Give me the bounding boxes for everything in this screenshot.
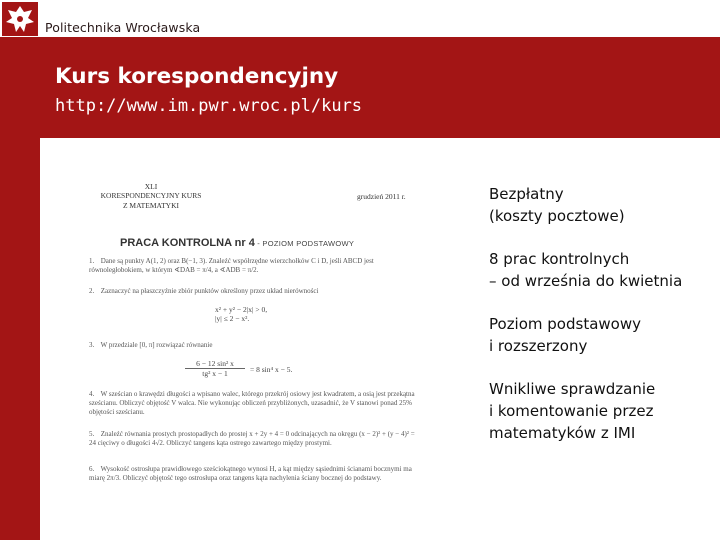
task-text: Dane są punkty A(1, 2) oraz B(−1, 3). Znaleźć współrzędne wierzchołków C i D, jeśli ABCD jest równoległobokiem, w którym ∢DAB = π/4, a ∢ADB = π/2. xyxy=(89,257,374,274)
feature-item xyxy=(489,378,655,444)
task-item xyxy=(89,257,419,275)
course-url: http://www.im.pwr.wroc.pl/kurs xyxy=(55,96,363,116)
task-number: 1. xyxy=(89,257,95,265)
feature-line: Bezpłatny xyxy=(489,185,564,203)
university-name: Politechnika Wrocławska xyxy=(45,20,201,35)
feature-line: matematyków z IMI xyxy=(489,424,636,442)
inequality-line: |y| ≤ 2 − x². xyxy=(215,314,250,324)
inequality-line: x² + y² − 2|x| > 0, xyxy=(215,305,268,314)
task-item xyxy=(89,341,419,350)
document-date: grudzień 2011 r. xyxy=(357,192,406,201)
equation-rhs: = 8 sin⁴ x − 5. xyxy=(250,365,293,374)
task-number: 2. xyxy=(89,287,95,295)
page-title: Kurs korespondencyjny xyxy=(55,64,339,89)
task-number: 3. xyxy=(89,341,95,349)
task-number: 6. xyxy=(89,465,95,473)
document-header-line: Z MATEMATYKI xyxy=(122,200,180,210)
document-scan xyxy=(75,175,430,495)
feature-line: i komentowanie przez xyxy=(489,402,654,420)
task-item xyxy=(89,465,419,483)
task-number: 5. xyxy=(89,430,95,438)
task-text: Wysokość ostrosłupa prawidłowego sześciokątnego wynosi H, a kąt między sąsiednimi ścianami bocznymi ma miarę 2π/3. Obliczyć objętość tego ostrosłupa oraz tangens kąta nachylenia ściany bocznej do podstawy. xyxy=(89,465,412,482)
feature-line: 8 prac kontrolnych xyxy=(489,250,630,268)
equation-numerator: 6 − 12 sin² x xyxy=(185,359,245,369)
inequality-system xyxy=(215,305,267,324)
task-number: 4. xyxy=(89,390,95,398)
feature-item xyxy=(489,183,625,227)
left-accent-bar xyxy=(0,138,40,540)
task-text: Zaznaczyć na płaszczyźnie zbiór punktów określony przez układ nierówności xyxy=(100,287,319,295)
feature-line: – od września do kwietnia xyxy=(489,272,683,290)
feature-line: (koszty pocztowe) xyxy=(489,207,625,225)
feature-line: i rozszerzony xyxy=(489,337,588,355)
document-subtitle: - POZIOM PODSTAWOWY xyxy=(254,239,355,248)
task-item xyxy=(89,287,419,296)
document-header-line: XLI xyxy=(144,182,158,191)
document-title xyxy=(120,237,354,251)
task-text: W sześcian o krawędzi długości a wpisano walec, którego przekrój osiowy jest kwadratem, a osią jest przekątna sześcianu. Obliczyć objętość V walca. Nie wykonując obliczeń przybliżonych, uzasadnić, że V stanowi ponad 25% objętości sześcianu. xyxy=(89,390,415,416)
top-bar xyxy=(0,0,720,37)
eagle-crest-icon xyxy=(2,2,38,36)
feature-item xyxy=(489,248,682,292)
task-text: W przedziale [0, π] rozwiązać równanie xyxy=(100,341,213,349)
feature-line: Wnikliwe sprawdzanie xyxy=(489,380,656,398)
equation-denominator: tg² x − 1 xyxy=(202,369,228,379)
document-title-main: PRACA KONTROLNA nr 4 xyxy=(120,237,255,249)
document-header xyxy=(85,182,217,210)
feature-item xyxy=(489,313,641,357)
document-header-line: KORESPONDENCYJNY KURS xyxy=(100,191,202,201)
equation-fraction xyxy=(185,359,245,379)
task-item xyxy=(89,390,419,416)
task-text: Znaleźć równania prostych prostopadłych do prostej x + 2y + 4 = 0 odcinających na okręgu (x − 2)² + (y − 4)² = 24 cięciwy o długości 4√2. Obliczyć tangens kąta ostrego zawartego między prostymi. xyxy=(89,430,415,447)
feature-line: Poziom podstawowy xyxy=(489,315,641,333)
task-item xyxy=(89,430,419,448)
